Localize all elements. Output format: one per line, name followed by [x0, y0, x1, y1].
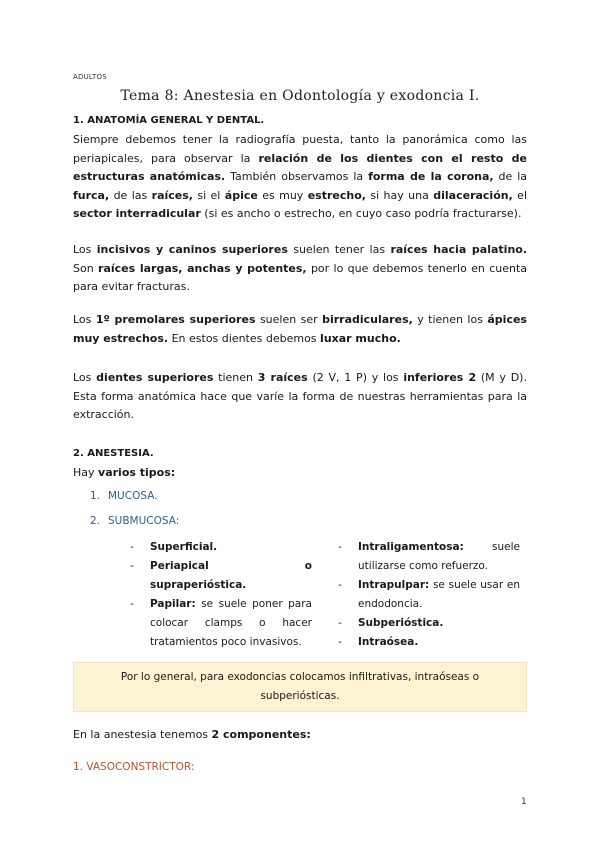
paragraph-radiografia: Siempre debemos tener la radiografía puesta, tanto la panorámica como las periapicales, para observar la relación de los dientes con el resto de estructuras anatómicas. También observamos la forma de la corona, de la furca, de las raíces, si el ápice es muy estrecho, si hay una dilaceración, el sector interradicular (si es ancho o estrecho, en cuyo caso podría fracturarse). [73, 133, 527, 220]
dash-bullet: - [338, 541, 342, 553]
list-number: 2. [90, 515, 101, 527]
item-text: Intraligamentosa: suele utilizarse como refuerzo. [358, 541, 520, 572]
paragraph-premolares: Los 1º premolares superiores suelen ser birradiculares, y tienen los ápices muy estrechos. En estos dientes debemos luxar mucho. [73, 313, 527, 345]
anesthesia-type-item [338, 576, 520, 614]
list-number: 1. [90, 490, 101, 502]
paragraph-incisivos: Los incisivos y caninos superiores suelen tener las raíces hacia palatino. Son raíces largas, anchas y potentes, por lo que debemos tenerlo en cuenta para evitar fracturas. [73, 243, 528, 293]
dash-bullet: - [130, 541, 134, 553]
list-label: MUCOSA. [108, 490, 158, 502]
item-text: Superficial. [150, 541, 218, 553]
anesthesia-types-right-column [338, 538, 520, 652]
header-label: ADULTOS [73, 73, 107, 81]
paragraph-raices: Los dientes superiores tienen 3 raíces (2 V, 1 P) y los inferiores 2 (M y D). Esta forma anatómica hace que varíe la forma de nuestras herramientas para la extracción. [73, 371, 527, 421]
anesthesia-type-item [338, 614, 520, 633]
anesthesia-type-item [130, 595, 312, 652]
item-text: Intrapulpar: se suele usar en endodoncia. [358, 579, 520, 610]
dash-bullet: - [130, 598, 134, 610]
list-item-mucosa [90, 490, 158, 502]
anesthesia-type-item [338, 538, 520, 576]
item-text: Intraósea. [358, 636, 419, 648]
item-text: Papilar: se suele poner para colocar clamps o hacer tratamientos poco invasivos. [150, 598, 312, 648]
highlight-callout: Por lo general, para exodoncias colocamos infiltrativas, intraóseas o subperiósticas. [73, 662, 527, 712]
list-label: SUBMUCOSA: [108, 515, 180, 527]
list-item-submucosa [90, 515, 179, 527]
anesthesia-type-item [338, 633, 520, 652]
page-number: 1 [521, 797, 527, 807]
components-sentence: En la anestesia tenemos 2 componentes: [73, 728, 311, 741]
anesthesia-type-item [130, 557, 312, 595]
anesthesia-type-item [130, 538, 312, 557]
item-text: Periapical o supraperióstica. [150, 560, 312, 591]
item-text: Subperióstica. [358, 617, 444, 629]
anesthesia-types-left-column [130, 538, 312, 652]
anestesia-intro: Hay varios tipos: [73, 466, 176, 479]
section-1-heading: 1. ANATOMÍA GENERAL Y DENTAL. [73, 115, 265, 126]
dash-bullet: - [338, 579, 342, 591]
dash-bullet: - [130, 560, 134, 572]
section-2-heading: 2. ANESTESIA. [73, 448, 154, 459]
dash-bullet: - [338, 617, 342, 629]
document-title: Tema 8: Anestesia en Odontología y exodoncia I. [120, 88, 480, 104]
dash-bullet: - [338, 636, 342, 648]
vasoconstrictor-heading: 1. VASOCONSTRICTOR: [73, 761, 195, 773]
